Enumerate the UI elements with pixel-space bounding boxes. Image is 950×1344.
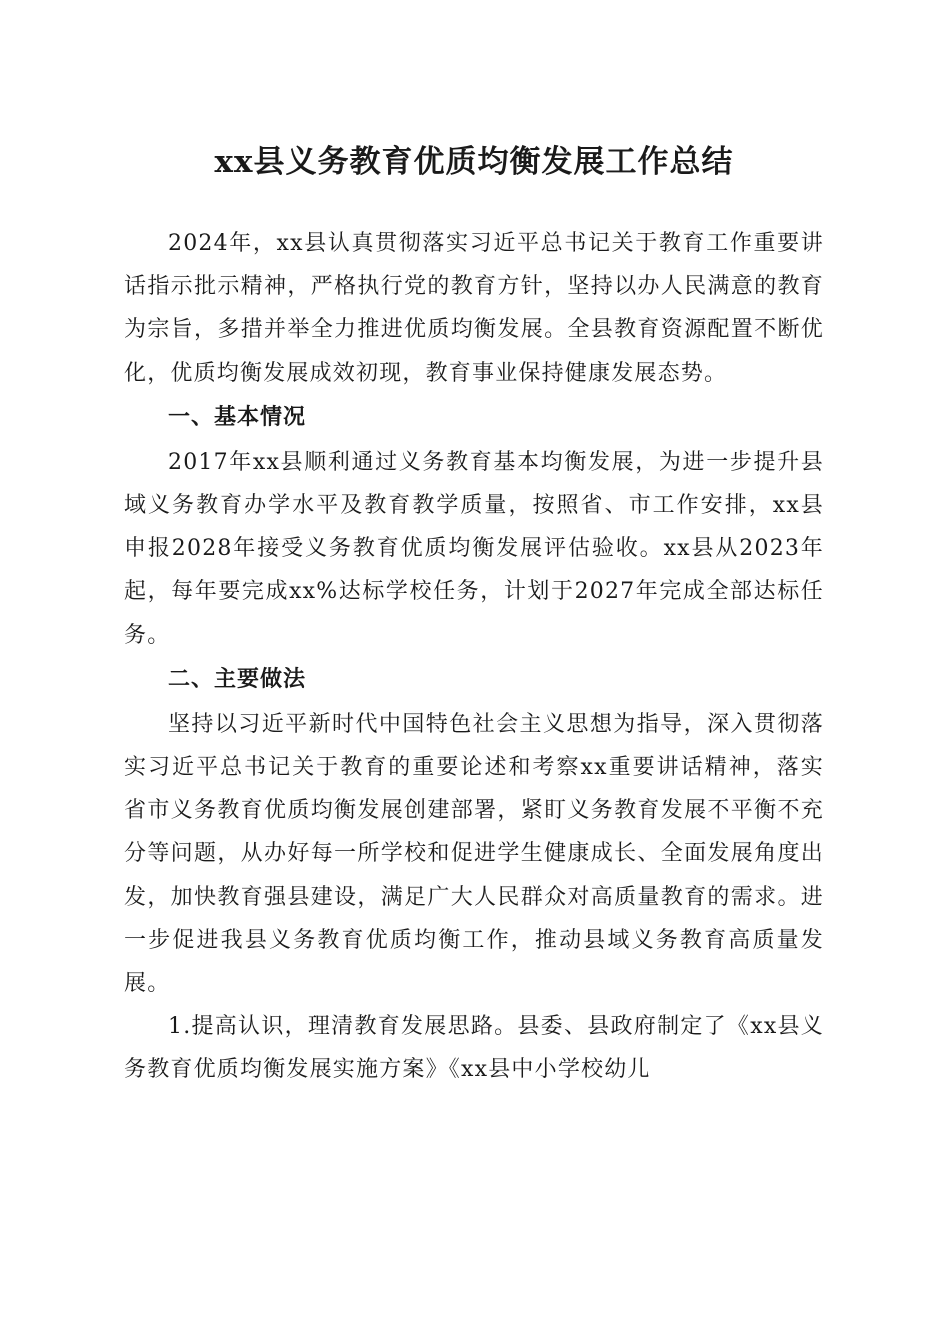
section-heading-main-practices: 二、主要做法 [168, 666, 307, 692]
intro-paragraph: 2024年，xx县认真贯彻落实习近平总书记关于教育工作重要讲话指示批示精神，严格执行党的教育方针，坚持以办人民满意的教育为宗旨，多措并举全力推进优质均衡发展。全县教育资源配置不断优化，优质均衡发展成效初现，教育事业保持健康发展态势。 [124, 231, 824, 386]
point-1-paragraph: 1.提高认识，理清教育发展思路。县委、县政府制定了《xx县义务教育优质均衡发展实施方案》《xx县中小学校幼儿 [124, 1014, 824, 1083]
basic-situation-paragraph: 2017年xx县顺利通过义务教育基本均衡发展，为进一步提升县域义务教育办学水平及教育教学质量，按照省、市工作安排，xx县申报2028年接受义务教育优质均衡发展评估验收。xx县从2023年起，每年要完成xx%达标学校任务，计划于2027年完成全部达标任务。 [124, 449, 824, 648]
section-heading-basic-situation: 一、基本情况 [168, 404, 307, 430]
document-page [124, 140, 824, 1092]
document-title: xx县义务教育优质均衡发展工作总结 [214, 144, 734, 180]
main-practices-paragraph: 坚持以习近平新时代中国特色社会主义思想为指导，深入贯彻落实习近平总书记关于教育的重要论述和考察xx重要讲话精神，落实省市义务教育优质均衡发展创建部署，紧盯义务教育发展不平衡不充分等问题，从办好每一所学校和促进学生健康成长、全面发展角度出发，加快教育强县建设，满足广大人民群众对高质量教育的需求。进一步促进我县义务教育优质均衡工作，推动县域义务教育高质量发展。 [124, 711, 824, 997]
